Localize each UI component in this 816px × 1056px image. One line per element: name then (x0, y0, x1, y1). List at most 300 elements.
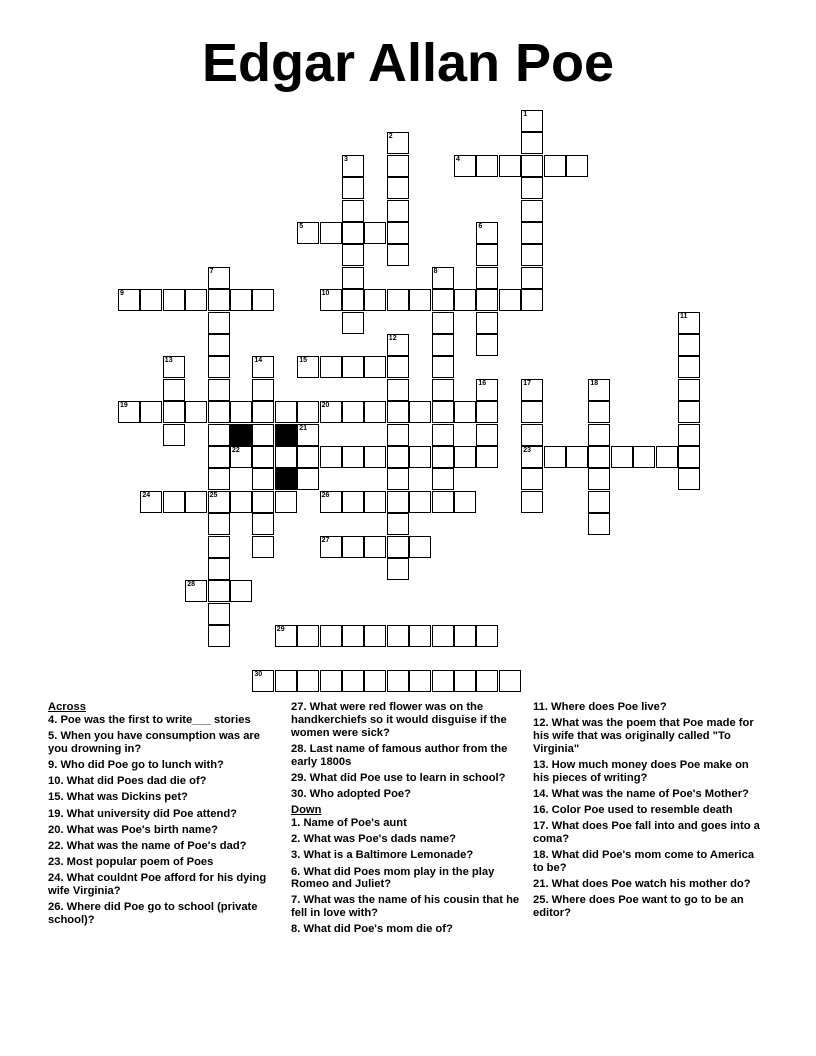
crossword-cell[interactable] (387, 670, 409, 692)
crossword-cell[interactable] (275, 446, 297, 468)
crossword-cell[interactable] (476, 155, 498, 177)
crossword-cell[interactable] (118, 401, 140, 423)
clue-text: Poe was the first to write___ stories (57, 713, 251, 726)
crossword-cell[interactable] (342, 670, 364, 692)
crossword-cell[interactable] (521, 446, 543, 468)
crossword-cell[interactable] (521, 491, 543, 513)
crossword-cell[interactable] (208, 289, 230, 311)
crossword-cell[interactable] (387, 558, 409, 580)
crossword-cell[interactable] (208, 401, 230, 423)
crossword-cell[interactable] (342, 625, 364, 647)
crossword-cell[interactable] (297, 625, 319, 647)
clue-text: Who adopted Poe? (306, 787, 411, 800)
clue-number: 4. (48, 713, 58, 726)
clue-text: What was the name of Poe's dad? (63, 839, 247, 852)
clue-number: 30 (254, 671, 263, 678)
crossword-cell[interactable] (208, 558, 230, 580)
across-clue (48, 730, 280, 756)
crossword-cell[interactable] (252, 289, 274, 311)
across-clue (48, 872, 280, 898)
crossword-cell[interactable] (297, 222, 319, 244)
across-clue (48, 856, 280, 869)
across-clue (48, 714, 280, 727)
crossword-cell[interactable] (252, 670, 274, 692)
clue-number: 12. (533, 717, 549, 730)
crossword-cell[interactable] (275, 401, 297, 423)
crossword-cell[interactable] (252, 401, 274, 423)
crossword-cell[interactable] (432, 670, 454, 692)
across-clue (291, 772, 523, 785)
crossword-cell[interactable] (476, 289, 498, 311)
crossword-cell[interactable] (252, 468, 274, 490)
clue-number: 18 (590, 379, 599, 387)
crossword-cell[interactable] (230, 401, 252, 423)
across-clue (48, 775, 280, 788)
crossword-cell[interactable] (476, 312, 498, 334)
crossword-cell[interactable] (364, 222, 386, 244)
crossword-cell[interactable] (163, 289, 185, 311)
crossword-cell[interactable] (521, 468, 543, 490)
crossword-cell[interactable] (588, 401, 610, 423)
crossword-cell[interactable] (140, 491, 162, 513)
clue-number: 22 (232, 447, 240, 454)
crossword-cell[interactable] (118, 289, 140, 311)
clue-number: 20 (321, 402, 330, 410)
crossword-cell[interactable] (320, 670, 342, 692)
down-heading: Down (291, 804, 322, 817)
clue-text: What did Poe's mom die of? (300, 923, 453, 936)
crossword-cell[interactable] (566, 155, 588, 177)
crossword-cell[interactable] (208, 379, 230, 401)
crossword-cell[interactable] (387, 244, 409, 266)
crossword-cell[interactable] (633, 446, 655, 468)
crossword-cell[interactable] (409, 670, 431, 692)
crossword-cell[interactable] (454, 491, 476, 513)
crossword-cell[interactable] (208, 625, 230, 647)
crossword-cell[interactable] (409, 625, 431, 647)
crossword-cell[interactable] (432, 424, 454, 446)
crossword-cell[interactable] (432, 289, 454, 311)
clue-number: 26 (321, 491, 330, 499)
clue-number: 7 (209, 267, 214, 275)
crossword-cell[interactable] (342, 491, 364, 513)
clue-text: Where does Poe want to go to be an editor? (533, 894, 744, 920)
crossword-cell[interactable] (208, 580, 230, 602)
puzzle-title: Edgar Allan Poe (201, 33, 615, 93)
clue-number: 30. (291, 787, 307, 800)
crossword-cell[interactable] (230, 289, 252, 311)
clue-number: 12 (388, 335, 397, 342)
crossword-cell[interactable] (521, 267, 543, 289)
clue-number: 27 (321, 536, 330, 544)
clue-text: Where did Poe go to school (private school)? (48, 901, 258, 927)
crossword-cell[interactable] (432, 267, 454, 289)
down-clue (533, 804, 765, 817)
clue-number: 8 (433, 267, 438, 275)
clue-text: Most popular poem of Poes (63, 856, 214, 869)
crossword-cell[interactable] (409, 401, 431, 423)
crossword-cell[interactable] (521, 200, 543, 222)
crossword-cell[interactable] (588, 379, 610, 401)
crossword-cell[interactable] (163, 356, 185, 378)
down-clue (533, 717, 765, 755)
crossword-cell[interactable] (499, 155, 521, 177)
crossword-cell[interactable] (611, 446, 633, 468)
clue-number: 19 (120, 402, 128, 410)
crossword-cell[interactable] (364, 625, 386, 647)
crossword-cell[interactable] (297, 446, 319, 468)
crossword-cell[interactable] (252, 491, 274, 513)
crossword-cell[interactable] (320, 401, 342, 423)
crossword-cell[interactable] (320, 625, 342, 647)
clue-number: 13. (533, 758, 549, 771)
crossword-cell[interactable] (678, 334, 700, 356)
crossword-cell[interactable] (588, 424, 610, 446)
crossword-cell[interactable] (342, 200, 364, 222)
crossword-cell[interactable] (252, 424, 274, 446)
crossword-cell[interactable] (163, 401, 185, 423)
down-clue (291, 849, 523, 862)
crossword-cell[interactable] (342, 267, 364, 289)
clue-number: 23 (523, 447, 531, 454)
clues-column-2 (291, 701, 523, 940)
clue-text: How much money does Poe make on his pieces of writing? (533, 758, 749, 784)
crossword-cell[interactable] (521, 110, 543, 132)
crossword-cell[interactable] (320, 356, 342, 378)
clue-number: 24. (48, 872, 64, 885)
crossword-cell[interactable] (476, 379, 498, 401)
crossword-cell[interactable] (387, 446, 409, 468)
crossword-cell[interactable] (342, 446, 364, 468)
clue-number: 16 (478, 379, 487, 387)
clues-column-1 (48, 701, 280, 930)
crossword-cell[interactable] (320, 222, 342, 244)
crossword-cell[interactable] (364, 491, 386, 513)
crossword-cell[interactable] (185, 491, 207, 513)
crossword-cell[interactable] (364, 670, 386, 692)
crossword-cell[interactable] (678, 312, 700, 334)
crossword-cell[interactable] (588, 446, 610, 468)
clue-number: 10. (48, 775, 64, 788)
crossword-cell[interactable] (297, 424, 319, 446)
clue-text: What university did Poe attend? (63, 807, 237, 820)
crossword-cell[interactable] (432, 446, 454, 468)
crossword-cell[interactable] (588, 468, 610, 490)
crossword-cell[interactable] (678, 379, 700, 401)
crossword-cell[interactable] (387, 155, 409, 177)
clue-number: 22. (48, 839, 64, 852)
crossword-cell[interactable] (387, 379, 409, 401)
crossword-cell[interactable] (499, 289, 521, 311)
crossword-cell[interactable] (476, 401, 498, 423)
crossword-cell[interactable] (252, 379, 274, 401)
crossword-cell[interactable] (320, 491, 342, 513)
clue-number: 5 (299, 223, 304, 230)
clue-number: 28 (187, 581, 195, 589)
crossword-cell[interactable] (230, 446, 252, 468)
crossword-cell[interactable] (476, 625, 498, 647)
crossword-cell[interactable] (185, 289, 207, 311)
clue-number: 17. (533, 820, 549, 833)
crossword-cell[interactable] (163, 491, 185, 513)
crossword-cell[interactable] (476, 424, 498, 446)
crossword-cell[interactable] (387, 356, 409, 378)
down-clue (533, 849, 765, 875)
crossword-cell[interactable] (409, 536, 431, 558)
down-clue (533, 894, 765, 920)
crossword-cell[interactable] (364, 446, 386, 468)
crossword-cell[interactable] (320, 289, 342, 311)
crossword-cell[interactable] (454, 289, 476, 311)
crossword-cell[interactable] (208, 267, 230, 289)
crossword-cell[interactable] (208, 446, 230, 468)
crossword-cell[interactable] (252, 446, 274, 468)
crossword-cell[interactable] (521, 401, 543, 423)
across-clue (48, 759, 280, 772)
crossword-cell[interactable] (678, 424, 700, 446)
crossword-cell[interactable] (387, 625, 409, 647)
crossword-cell[interactable] (521, 244, 543, 266)
clue-text: What did Poes mom play in the play Romeo and Juliet? (291, 865, 495, 891)
clue-text: What did Poes dad die of? (63, 775, 207, 788)
clue-text: What was the name of his cousin that he fell in love with? (291, 894, 520, 920)
crossword-cell[interactable] (454, 625, 476, 647)
clue-number: 19. (48, 807, 64, 820)
crossword-cell[interactable] (678, 401, 700, 423)
crossword-cell[interactable] (387, 401, 409, 423)
across-clue (48, 791, 280, 804)
crossword-cell[interactable] (544, 446, 566, 468)
down-clue (291, 817, 523, 830)
crossword-cell[interactable] (409, 491, 431, 513)
clue-number: 23. (48, 856, 64, 869)
crossword-cell[interactable] (208, 603, 230, 625)
crossword-cell[interactable] (342, 155, 364, 177)
clue-number: 11 (680, 312, 688, 320)
across-clue (48, 901, 280, 927)
down-clue (533, 701, 765, 714)
across-clue (291, 788, 523, 801)
clue-number: 14 (254, 357, 263, 365)
crossword-cell[interactable] (252, 536, 274, 558)
clue-number: 3 (344, 155, 348, 163)
down-clue (533, 878, 765, 891)
crossword-cell[interactable] (521, 177, 543, 199)
clue-text: When you have consumption was are you drowning in? (48, 729, 261, 755)
clue-number: 9. (48, 758, 58, 771)
clues-column-3 (533, 701, 765, 923)
crossword-cell[interactable] (185, 401, 207, 423)
down-clue (291, 923, 523, 936)
clue-text: What does Poe fall into and goes into a coma? (533, 820, 760, 846)
clue-text: What was Poe's birth name? (63, 823, 218, 836)
crossword-cell[interactable] (499, 670, 521, 692)
clue-number: 15 (299, 357, 307, 365)
crossword-cell[interactable] (320, 446, 342, 468)
clue-number: 14. (533, 787, 549, 800)
clue-number: 29. (291, 771, 307, 784)
crossword-cell[interactable] (208, 468, 230, 490)
crossword-cell[interactable] (476, 267, 498, 289)
crossword-cell[interactable] (275, 625, 297, 647)
clue-number: 4 (456, 155, 460, 163)
crossword-cell[interactable] (364, 536, 386, 558)
clue-text: Where does Poe live? (547, 701, 667, 713)
crossword-cell[interactable] (140, 401, 162, 423)
crossword-cell[interactable] (432, 625, 454, 647)
crossword-cell[interactable] (387, 334, 409, 356)
across-clue (48, 824, 280, 837)
crossword-cell[interactable] (208, 356, 230, 378)
crossword-cell[interactable] (208, 491, 230, 513)
crossword-cell[interactable] (387, 200, 409, 222)
crossword-cell[interactable] (432, 401, 454, 423)
crossword-cell[interactable] (409, 289, 431, 311)
clue-text: What is a Baltimore Lemonade? (300, 849, 474, 862)
clue-number: 6. (291, 865, 301, 878)
clue-number: 21. (533, 878, 549, 891)
crossword-cell[interactable] (432, 334, 454, 356)
crossword-cell[interactable] (588, 491, 610, 513)
crossword-cell[interactable] (476, 670, 498, 692)
crossword-cell[interactable] (342, 244, 364, 266)
crossword-cell[interactable] (454, 670, 476, 692)
crossword-cell[interactable] (521, 132, 543, 154)
down-clue (533, 820, 765, 846)
clue-number: 8. (291, 923, 301, 936)
crossword-cell[interactable] (432, 356, 454, 378)
crossword-cell[interactable] (454, 446, 476, 468)
crossword-cell[interactable] (342, 289, 364, 311)
crossword-cell[interactable] (297, 468, 319, 490)
crossword-cell[interactable] (342, 222, 364, 244)
crossword-cell[interactable] (230, 580, 252, 602)
crossword-cell[interactable] (544, 155, 566, 177)
crossword-cell[interactable] (163, 379, 185, 401)
crossword-cell[interactable] (432, 379, 454, 401)
clue-number: 15. (48, 791, 64, 804)
crossword-cell[interactable] (163, 424, 185, 446)
crossword-cell[interactable] (342, 401, 364, 423)
across-heading: Across (48, 701, 86, 713)
clue-number: 20. (48, 823, 64, 836)
crossword-cell[interactable] (387, 468, 409, 490)
across-clue (291, 743, 523, 769)
crossword-cell[interactable] (342, 177, 364, 199)
crossword-cell[interactable] (297, 401, 319, 423)
shaded-square (275, 424, 297, 446)
crossword-cell[interactable] (387, 177, 409, 199)
crossword-cell[interactable] (364, 356, 386, 378)
crossword-cell[interactable] (566, 446, 588, 468)
crossword-cell[interactable] (297, 670, 319, 692)
clue-number: 21 (299, 424, 307, 432)
crossword-cell[interactable] (252, 356, 274, 378)
crossword-cell[interactable] (364, 401, 386, 423)
crossword-cell[interactable] (208, 536, 230, 558)
clue-text: What was Poe's dads name? (300, 833, 456, 846)
crossword-cell[interactable] (208, 334, 230, 356)
crossword-cell[interactable] (476, 222, 498, 244)
crossword-cell[interactable] (521, 289, 543, 311)
crossword-cell[interactable] (678, 446, 700, 468)
crossword-cell[interactable] (432, 468, 454, 490)
crossword-cell[interactable] (521, 379, 543, 401)
crossword-cell[interactable] (140, 289, 162, 311)
crossword-cell[interactable] (342, 356, 364, 378)
crossword-cell[interactable] (252, 513, 274, 535)
crossword-cell[interactable] (678, 468, 700, 490)
crossword-cell[interactable] (387, 132, 409, 154)
clue-text: What was the name of Poe's Mother? (548, 787, 749, 800)
crossword-cell[interactable] (387, 513, 409, 535)
crossword-cell[interactable] (230, 491, 252, 513)
crossword-cell[interactable] (387, 536, 409, 558)
crossword-cell[interactable] (185, 580, 207, 602)
crossword-cell[interactable] (476, 334, 498, 356)
clue-number: 26. (48, 901, 64, 914)
crossword-cell[interactable] (387, 222, 409, 244)
crossword-cell[interactable] (208, 513, 230, 535)
across-clue (291, 701, 523, 739)
crossword-cell[interactable] (454, 401, 476, 423)
clue-number: 3. (291, 849, 301, 862)
crossword-cell[interactable] (656, 446, 678, 468)
clue-text: What does Poe watch his mother do? (548, 878, 751, 891)
crossword-cell[interactable] (588, 513, 610, 535)
clue-text: Last name of famous author from the early 1800s (291, 742, 508, 768)
crossword-cell[interactable] (521, 222, 543, 244)
crossword-cell[interactable] (454, 155, 476, 177)
crossword-cell[interactable] (208, 424, 230, 446)
clue-number: 9 (120, 290, 124, 298)
clue-number: 11. (533, 701, 548, 713)
crossword-cell[interactable] (320, 536, 342, 558)
crossword-cell[interactable] (432, 491, 454, 513)
clue-number: 2 (388, 133, 393, 141)
crossword-cell[interactable] (275, 491, 297, 513)
crossword-cell[interactable] (476, 244, 498, 266)
clue-text: Who did Poe go to lunch with? (57, 758, 224, 771)
clue-number: 5. (48, 729, 58, 742)
crossword-cell[interactable] (342, 312, 364, 334)
across-clue (48, 808, 280, 821)
crossword-cell[interactable] (521, 424, 543, 446)
crossword-cell[interactable] (275, 670, 297, 692)
clue-text: What couldnt Poe afford for his dying wife Virginia? (48, 872, 267, 898)
clue-number: 2. (291, 833, 301, 846)
crossword-cell[interactable] (387, 491, 409, 513)
down-clue (533, 788, 765, 801)
crossword-cell[interactable] (387, 424, 409, 446)
clue-text: What were red flower was on the handkerchiefs so it would disguise if the women were sick? (291, 701, 507, 739)
clue-number: 10 (321, 290, 330, 298)
crossword-cell[interactable] (208, 312, 230, 334)
clue-text: Color Poe used to resemble death (548, 804, 733, 817)
crossword-cell[interactable] (364, 289, 386, 311)
down-clue (291, 833, 523, 846)
crossword-cell[interactable] (432, 312, 454, 334)
crossword-cell[interactable] (678, 356, 700, 378)
crossword-cell[interactable] (409, 446, 431, 468)
crossword-cell[interactable] (476, 446, 498, 468)
shaded-square (230, 424, 252, 446)
crossword-cell[interactable] (342, 536, 364, 558)
crossword-cell[interactable] (297, 356, 319, 378)
clue-text: What did Poe use to learn in school? (306, 771, 506, 784)
crossword-cell[interactable] (521, 155, 543, 177)
crossword-cell[interactable] (387, 289, 409, 311)
